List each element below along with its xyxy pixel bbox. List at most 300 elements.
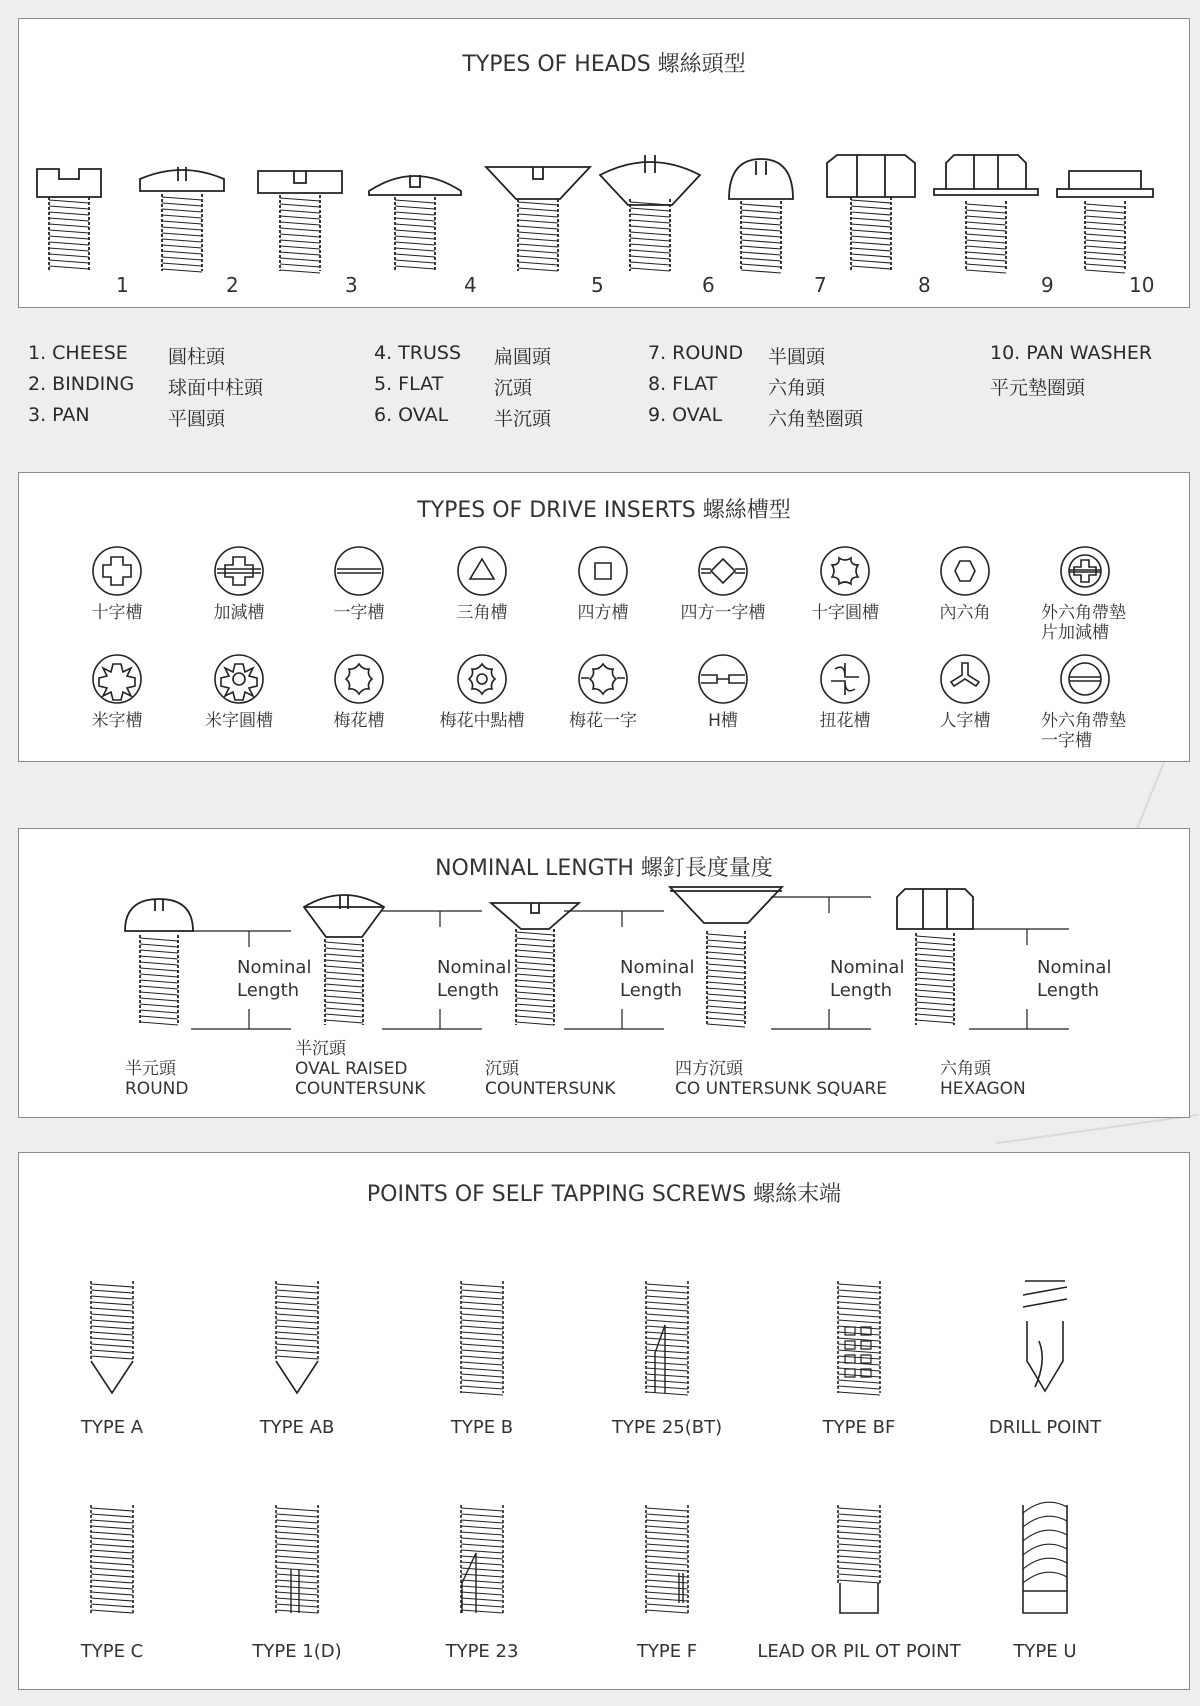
drawing-stroke bbox=[276, 1290, 318, 1293]
points-title: POINTS OF SELF TAPPING SCREWS 螺絲末端 bbox=[366, 1182, 842, 1207]
drawing-stroke bbox=[280, 228, 320, 231]
drawing-stroke bbox=[518, 238, 558, 241]
drawing-stroke bbox=[741, 264, 781, 267]
drawing-stroke bbox=[838, 1332, 880, 1335]
drawing-stroke bbox=[916, 984, 954, 987]
drawing-stroke bbox=[49, 260, 89, 263]
drawing-stroke bbox=[276, 1284, 318, 1287]
drawing-stroke bbox=[276, 1508, 318, 1511]
drawing-stroke bbox=[838, 1326, 880, 1329]
drawing-stroke bbox=[838, 1574, 880, 1577]
drive-slot bbox=[470, 559, 494, 579]
drawing-stroke bbox=[646, 1520, 688, 1523]
drawing-stroke bbox=[276, 1308, 318, 1311]
drawing-stroke bbox=[276, 1568, 318, 1571]
screw-thread bbox=[276, 1505, 318, 1613]
drawing-stroke bbox=[838, 1514, 880, 1517]
length-label-line: Length bbox=[237, 980, 300, 1001]
drawing-stroke bbox=[276, 1361, 318, 1393]
caption-zh: 四方沉頭 bbox=[675, 1059, 743, 1079]
drawing-stroke bbox=[916, 990, 954, 993]
drive-icon-1-8 bbox=[941, 547, 989, 595]
nominal-length-label bbox=[830, 956, 904, 1002]
drive-label: 三角槽 bbox=[456, 603, 508, 623]
drawing-stroke bbox=[518, 208, 558, 211]
drawing-stroke bbox=[518, 268, 558, 271]
drive-label: 梅花中點槽 bbox=[439, 711, 525, 731]
drawing-stroke bbox=[276, 1332, 318, 1335]
drawing-stroke bbox=[916, 1002, 954, 1005]
screw-thread bbox=[280, 195, 320, 273]
drawing-stroke bbox=[461, 1574, 503, 1577]
legend-name: 3. PAN bbox=[28, 404, 90, 426]
drawing-stroke bbox=[395, 212, 435, 215]
drawing-stroke bbox=[707, 1006, 745, 1009]
drawing-stroke bbox=[646, 1338, 688, 1341]
screw-thread bbox=[838, 1505, 880, 1583]
drawing-stroke bbox=[518, 202, 558, 205]
drawing-stroke bbox=[646, 1562, 688, 1565]
drawing-stroke bbox=[838, 1284, 880, 1287]
drawing-stroke bbox=[838, 1562, 880, 1565]
drawing-stroke bbox=[838, 1344, 880, 1347]
drawing-stroke bbox=[646, 1386, 688, 1389]
drawing-stroke bbox=[1085, 270, 1125, 273]
screw-head-9 bbox=[934, 155, 1038, 195]
length-label-line: Length bbox=[437, 980, 500, 1001]
drive-label: 梅花槽 bbox=[333, 711, 385, 731]
nominal-label-line: Nominal bbox=[1037, 957, 1112, 978]
drawing-stroke bbox=[707, 982, 745, 985]
drawing-stroke bbox=[516, 938, 554, 941]
drive-label: 內六角 bbox=[939, 603, 991, 623]
nominal-head-2 bbox=[304, 895, 384, 937]
point-type-label: TYPE U bbox=[1013, 1641, 1077, 1662]
drawing-stroke bbox=[741, 210, 781, 213]
drawing-stroke bbox=[916, 1008, 954, 1011]
screw-thread bbox=[966, 201, 1006, 273]
drawing-stroke bbox=[91, 1508, 133, 1511]
length-label-line: Length bbox=[830, 980, 893, 1001]
drawing-stroke bbox=[461, 1538, 503, 1541]
drive-label: 四方一字槽 bbox=[680, 603, 766, 623]
drawing-stroke bbox=[280, 204, 320, 207]
drawing-stroke bbox=[579, 655, 627, 703]
drawing-stroke bbox=[395, 224, 435, 227]
drawing-stroke bbox=[461, 1374, 503, 1377]
drawing-stroke bbox=[646, 1368, 688, 1371]
drawing-stroke bbox=[280, 258, 320, 261]
drawing-stroke bbox=[49, 200, 89, 203]
drawing-stroke bbox=[516, 944, 554, 947]
point-type-1-2 bbox=[276, 1281, 318, 1393]
drawing-stroke bbox=[91, 1598, 133, 1601]
drawing-stroke bbox=[162, 227, 202, 230]
drawing-stroke bbox=[518, 256, 558, 259]
drawing-stroke bbox=[477, 674, 487, 684]
drawing-stroke bbox=[276, 1586, 318, 1589]
drive-icon-2-3 bbox=[335, 655, 383, 703]
point-type-label: LEAD OR PIL OT POINT bbox=[757, 1641, 961, 1662]
drawing-stroke bbox=[276, 1520, 318, 1523]
nominal-title: NOMINAL LENGTH 螺釘長度量度 bbox=[435, 856, 773, 881]
drawing-stroke bbox=[276, 1350, 318, 1353]
screw-thread bbox=[91, 1281, 133, 1361]
drawing-stroke bbox=[335, 547, 383, 595]
drawing-stroke bbox=[827, 155, 915, 197]
drawing-stroke bbox=[461, 1592, 503, 1595]
drawing-stroke bbox=[1085, 228, 1125, 231]
drawing-stroke bbox=[1023, 1516, 1067, 1527]
nominal-panel bbox=[18, 828, 1190, 1118]
drawing-stroke bbox=[91, 1532, 133, 1535]
point-type-2-2 bbox=[276, 1505, 318, 1613]
drawing-stroke bbox=[707, 934, 745, 937]
screw-thread bbox=[461, 1281, 503, 1395]
drawing-stroke bbox=[838, 1350, 880, 1353]
caption-zh: 半沉頭 bbox=[295, 1039, 346, 1059]
drawing-stroke bbox=[630, 268, 670, 271]
drive-label: 扭花槽 bbox=[819, 711, 871, 731]
drawing-stroke bbox=[140, 950, 178, 953]
drawing-stroke bbox=[162, 209, 202, 212]
drawing-stroke bbox=[646, 1314, 688, 1317]
drawing-stroke bbox=[707, 1000, 745, 1003]
drawing-stroke bbox=[646, 1544, 688, 1547]
drawing-stroke bbox=[646, 1508, 688, 1511]
drawing-stroke bbox=[741, 216, 781, 219]
drawing-stroke bbox=[49, 224, 89, 227]
drawing-stroke bbox=[140, 167, 224, 191]
drawing-stroke bbox=[516, 932, 554, 935]
drawing-stroke bbox=[966, 270, 1006, 273]
drawing-stroke bbox=[600, 155, 700, 205]
legend-zh: 平圓頭 bbox=[168, 408, 226, 430]
drawing-stroke bbox=[646, 1574, 688, 1577]
drawing-stroke bbox=[276, 1592, 318, 1595]
screw-thread bbox=[916, 933, 954, 1025]
drawing-stroke bbox=[845, 1355, 871, 1363]
caption-en: ROUND bbox=[125, 1079, 189, 1099]
drawing-stroke bbox=[1085, 264, 1125, 267]
heads-drawing bbox=[19, 19, 1191, 309]
screw-head-2 bbox=[140, 167, 224, 191]
drawing-stroke bbox=[49, 248, 89, 251]
drawing-stroke bbox=[91, 1520, 133, 1523]
point-type-label: TYPE C bbox=[80, 1641, 144, 1662]
screw-head-4 bbox=[369, 175, 461, 195]
drawing-stroke bbox=[325, 948, 363, 951]
drawing-stroke bbox=[325, 1002, 363, 1005]
drawing-stroke bbox=[646, 1550, 688, 1553]
screw-thread bbox=[741, 201, 781, 273]
drawing-stroke bbox=[276, 1562, 318, 1565]
drawing-stroke bbox=[966, 204, 1006, 207]
drawing-stroke bbox=[91, 1586, 133, 1589]
drawing-stroke bbox=[395, 260, 435, 263]
drawing-stroke bbox=[461, 1314, 503, 1317]
drawing-stroke bbox=[461, 1290, 503, 1293]
drawing-stroke bbox=[707, 964, 745, 967]
drawing-stroke bbox=[280, 234, 320, 237]
drive-icon-2-6 bbox=[699, 655, 747, 703]
drawing-stroke bbox=[851, 236, 891, 239]
drawing-stroke bbox=[325, 954, 363, 957]
nominal-length-label bbox=[237, 956, 311, 1002]
drawing-stroke bbox=[851, 248, 891, 251]
drawing-stroke bbox=[699, 547, 747, 595]
drive-slot bbox=[951, 663, 979, 686]
drawing-stroke bbox=[276, 1580, 318, 1583]
drawing-stroke bbox=[162, 239, 202, 242]
drawing-stroke bbox=[461, 1550, 503, 1553]
drawing-stroke bbox=[461, 1514, 503, 1517]
drawing-stroke bbox=[646, 1610, 688, 1613]
drawing-stroke bbox=[838, 1314, 880, 1317]
point-type-label: TYPE BF bbox=[822, 1417, 896, 1438]
screw-thread bbox=[395, 197, 435, 271]
point-type-label: TYPE AB bbox=[259, 1417, 335, 1438]
drawing-stroke bbox=[461, 1562, 503, 1565]
drawing-stroke bbox=[91, 1314, 133, 1317]
drawing-stroke bbox=[646, 1332, 688, 1335]
drawing-stroke bbox=[838, 1508, 880, 1511]
drawing-stroke bbox=[461, 1320, 503, 1323]
drawing-stroke bbox=[646, 1532, 688, 1535]
drawing-stroke bbox=[162, 245, 202, 248]
drawing-stroke bbox=[276, 1356, 318, 1359]
drawing-stroke bbox=[91, 1514, 133, 1517]
drawing-stroke bbox=[516, 1016, 554, 1019]
drawing-stroke bbox=[646, 1320, 688, 1323]
drawing-stroke bbox=[140, 962, 178, 965]
drawing-stroke bbox=[325, 984, 363, 987]
head-number: 9 bbox=[1041, 273, 1054, 297]
drive-slot bbox=[217, 557, 261, 585]
drawing-stroke bbox=[325, 1008, 363, 1011]
legend-name: 9. OVAL bbox=[648, 404, 723, 426]
drawing-stroke bbox=[916, 960, 954, 963]
legend-name: 1. CHEESE bbox=[28, 342, 128, 364]
drawing-stroke bbox=[162, 257, 202, 260]
drawing-stroke bbox=[91, 1610, 133, 1613]
drawing-stroke bbox=[646, 1592, 688, 1595]
drawing-stroke bbox=[646, 1362, 688, 1365]
drawing-stroke bbox=[140, 968, 178, 971]
screw-head-8 bbox=[827, 155, 915, 197]
drive-slot bbox=[1069, 677, 1101, 681]
drawing-stroke bbox=[93, 655, 141, 703]
head-number: 10 bbox=[1129, 273, 1155, 297]
drawing-stroke bbox=[851, 260, 891, 263]
caption-en: OVAL RAISED COUNTERSUNK bbox=[295, 1059, 426, 1099]
drawing-stroke bbox=[916, 966, 954, 969]
drive-icon-1-5 bbox=[579, 547, 627, 595]
drawing-stroke bbox=[646, 1326, 688, 1329]
drawing-stroke bbox=[707, 958, 745, 961]
drawing-stroke bbox=[276, 1538, 318, 1541]
drawing-stroke bbox=[49, 254, 89, 257]
legend-name: 8. FLAT bbox=[648, 373, 718, 395]
drawing-stroke bbox=[91, 1326, 133, 1329]
drawing-stroke bbox=[838, 1538, 880, 1541]
drawing-stroke bbox=[630, 262, 670, 265]
drawing-stroke bbox=[630, 214, 670, 217]
drawing-stroke bbox=[140, 1010, 178, 1013]
drawing-stroke bbox=[1023, 1530, 1067, 1541]
drive-icon-1-2 bbox=[215, 547, 263, 595]
drawing-stroke bbox=[707, 988, 745, 991]
screw-thread bbox=[140, 935, 178, 1025]
nominal-head-4 bbox=[670, 887, 782, 923]
drawing-stroke bbox=[461, 1368, 503, 1371]
nominal-head-3 bbox=[491, 903, 579, 929]
drawing-stroke bbox=[966, 228, 1006, 231]
drawing-stroke bbox=[1085, 252, 1125, 255]
drawing-stroke bbox=[741, 270, 781, 273]
drawing-stroke bbox=[838, 1320, 880, 1323]
drawing-stroke bbox=[646, 1290, 688, 1293]
drawing-stroke bbox=[741, 234, 781, 237]
drawing-stroke bbox=[395, 200, 435, 203]
nominal-length-label bbox=[620, 956, 694, 1002]
drawing-stroke bbox=[707, 970, 745, 973]
caption-zh: 沉頭 bbox=[485, 1059, 519, 1079]
drawing-stroke bbox=[729, 159, 793, 199]
drawing-stroke bbox=[1085, 216, 1125, 219]
drawing-stroke bbox=[276, 1326, 318, 1329]
drawing-stroke bbox=[486, 167, 590, 199]
drawing-stroke bbox=[233, 673, 245, 685]
drive-slot bbox=[832, 558, 858, 584]
point-type-1-3 bbox=[461, 1281, 503, 1395]
drawing-stroke bbox=[1085, 240, 1125, 243]
drawing-stroke bbox=[125, 899, 193, 931]
drawing-stroke bbox=[838, 1526, 880, 1529]
drive-label: 梅花一字 bbox=[569, 711, 637, 731]
drawing-stroke bbox=[741, 252, 781, 255]
drawing-stroke bbox=[461, 1598, 503, 1601]
legend-zh: 六角墊圈頭 bbox=[768, 408, 864, 430]
drawing-stroke bbox=[838, 1368, 880, 1371]
drawing-stroke bbox=[325, 942, 363, 945]
drawing-stroke bbox=[304, 895, 384, 937]
drawing-stroke bbox=[851, 218, 891, 221]
drawing-stroke bbox=[838, 1520, 880, 1523]
drawing-stroke bbox=[916, 1014, 954, 1017]
drive-slot bbox=[1069, 560, 1101, 582]
drive-icon-2-7 bbox=[821, 655, 869, 703]
drawing-stroke bbox=[91, 1356, 133, 1359]
drawing-stroke bbox=[458, 655, 506, 703]
screw-head-7 bbox=[729, 159, 793, 199]
drawing-stroke bbox=[325, 960, 363, 963]
drawing-stroke bbox=[395, 248, 435, 251]
caption-en: HEXAGON bbox=[940, 1079, 1026, 1099]
drawing-stroke bbox=[276, 1526, 318, 1529]
drawing-stroke bbox=[646, 1380, 688, 1383]
drawing-stroke bbox=[840, 1583, 878, 1613]
drawing-stroke bbox=[518, 244, 558, 247]
drawing-stroke bbox=[707, 976, 745, 979]
legend-zh: 平元墊圈頭 bbox=[990, 377, 1086, 399]
drawing-stroke bbox=[325, 978, 363, 981]
point-type-2-5 bbox=[838, 1505, 880, 1613]
drawing-stroke bbox=[276, 1302, 318, 1305]
drawing-stroke bbox=[461, 1386, 503, 1389]
drawing-stroke bbox=[966, 258, 1006, 261]
drawing-stroke bbox=[741, 240, 781, 243]
drawing-stroke bbox=[91, 1308, 133, 1311]
drawing-stroke bbox=[461, 1296, 503, 1299]
drawing-stroke bbox=[395, 230, 435, 233]
drawing-stroke bbox=[646, 1604, 688, 1607]
drawing-stroke bbox=[630, 232, 670, 235]
drawing-stroke bbox=[49, 206, 89, 209]
drawing-stroke bbox=[93, 547, 141, 595]
nominal-label-line: Nominal bbox=[237, 957, 312, 978]
caption-en: COUNTERSUNK bbox=[485, 1079, 616, 1099]
drawing-stroke bbox=[91, 1344, 133, 1347]
nominal-drawing bbox=[19, 829, 1191, 1119]
drawing-stroke bbox=[49, 212, 89, 215]
drawing-stroke bbox=[707, 952, 745, 955]
drawing-stroke bbox=[91, 1338, 133, 1341]
drawing-stroke bbox=[1085, 204, 1125, 207]
drawing-stroke bbox=[646, 1526, 688, 1529]
drawing-stroke bbox=[461, 1604, 503, 1607]
drawing-stroke bbox=[162, 269, 202, 272]
drawing-stroke bbox=[851, 212, 891, 215]
drawing-stroke bbox=[916, 996, 954, 999]
drawing-stroke bbox=[1023, 1502, 1067, 1513]
drive-label: 四方槽 bbox=[577, 603, 629, 623]
drawing-stroke bbox=[630, 208, 670, 211]
legend-name: 5. FLAT bbox=[374, 373, 444, 395]
drawing-stroke bbox=[916, 942, 954, 945]
drawing-stroke bbox=[516, 974, 554, 977]
drawing-stroke bbox=[646, 1308, 688, 1311]
point-type-2-1 bbox=[91, 1505, 133, 1613]
drawing-stroke bbox=[91, 1592, 133, 1595]
drawing-stroke bbox=[276, 1604, 318, 1607]
drawing-stroke bbox=[838, 1580, 880, 1583]
drive-slot bbox=[831, 663, 859, 695]
drawing-stroke bbox=[280, 246, 320, 249]
screw-thread bbox=[851, 197, 891, 271]
drawing-stroke bbox=[966, 234, 1006, 237]
drawing-stroke bbox=[630, 220, 670, 223]
drawing-stroke bbox=[646, 1598, 688, 1601]
drawing-stroke bbox=[630, 256, 670, 259]
point-type-1-6 bbox=[1023, 1281, 1067, 1391]
legend-zh: 半沉頭 bbox=[494, 408, 552, 430]
drawing-stroke bbox=[518, 250, 558, 253]
drawing-stroke bbox=[461, 1586, 503, 1589]
drawing-stroke bbox=[461, 1362, 503, 1365]
head-number: 7 bbox=[814, 273, 827, 297]
drive-slot bbox=[99, 664, 135, 700]
drawing-stroke bbox=[838, 1386, 880, 1389]
drawing-stroke bbox=[934, 155, 1038, 195]
head-number: 2 bbox=[226, 273, 239, 297]
screw-thread bbox=[1085, 201, 1125, 273]
drawing-stroke bbox=[518, 214, 558, 217]
nominal-length-label bbox=[437, 956, 511, 1002]
point-type-label: TYPE 25(BT) bbox=[611, 1417, 723, 1438]
point-type-label: TYPE F bbox=[636, 1641, 698, 1662]
drawing-stroke bbox=[162, 197, 202, 200]
